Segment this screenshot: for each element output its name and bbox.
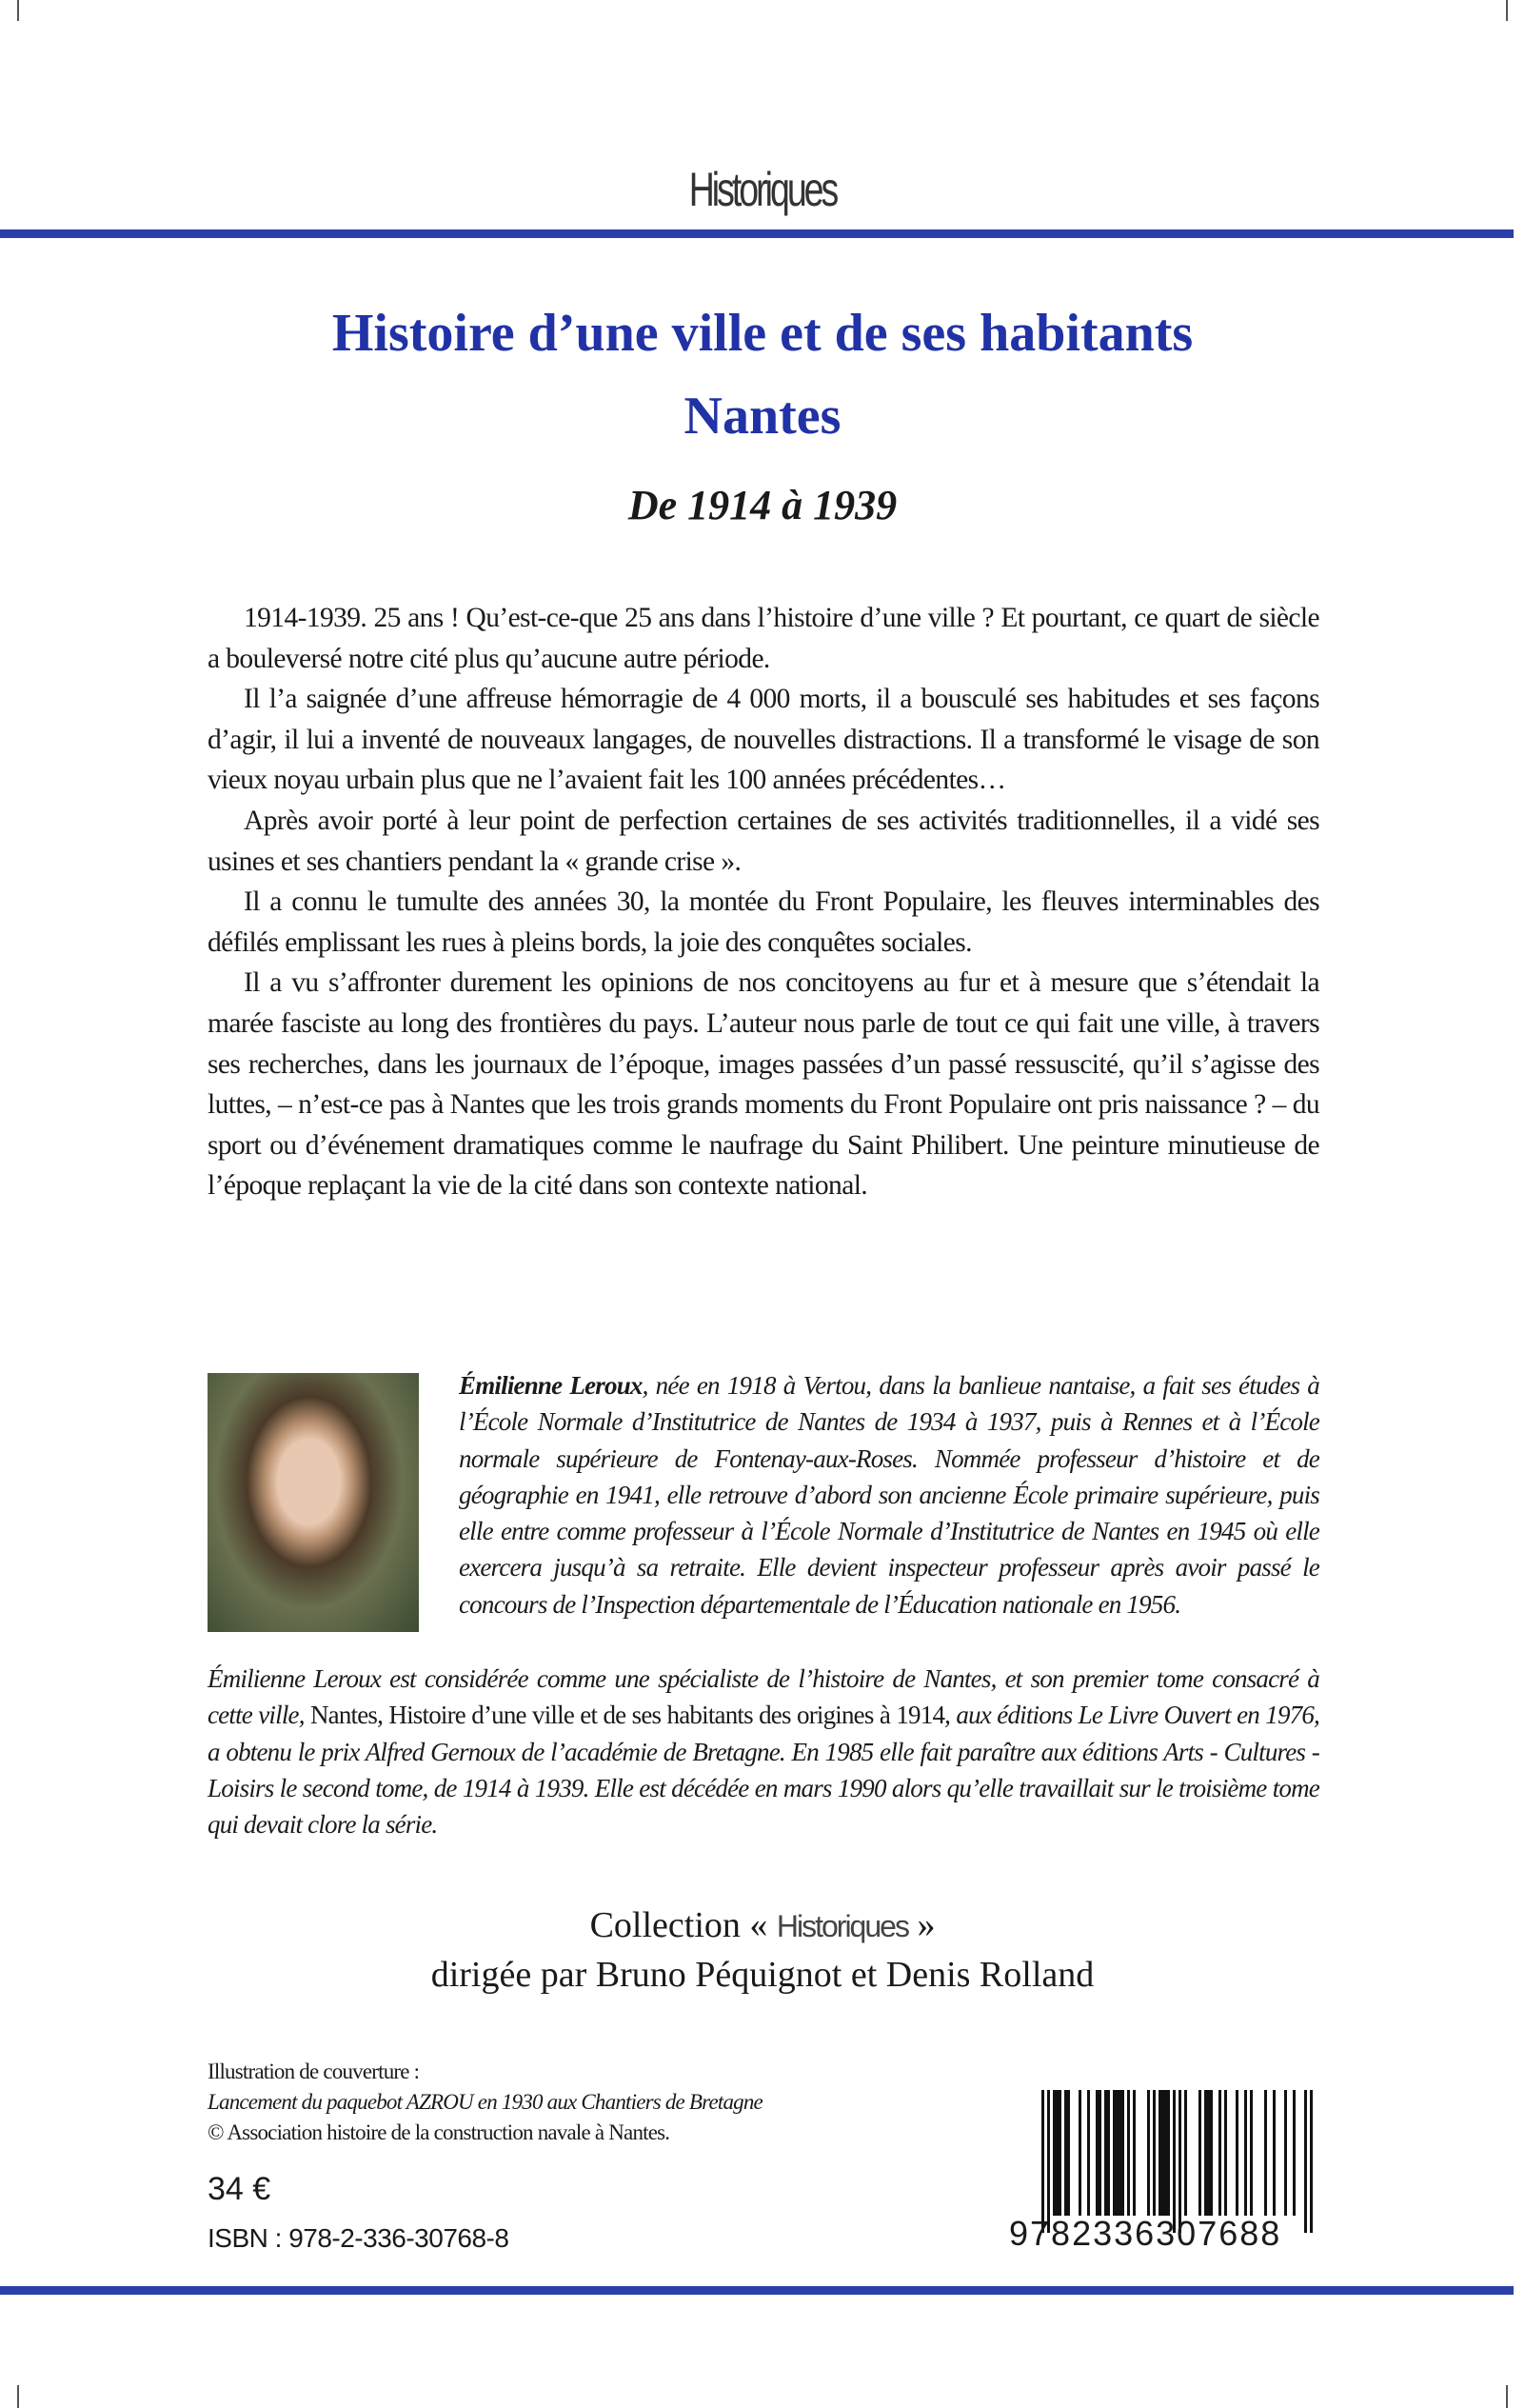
barcode-bar <box>1053 2090 1056 2216</box>
barcode-bar <box>1096 2090 1099 2216</box>
barcode-bar <box>1184 2090 1187 2216</box>
collection-directors: dirigée par Bruno Péquignot et Denis Rolland <box>430 1955 1095 1995</box>
barcode-bar <box>1293 2090 1296 2216</box>
barcode-bar <box>1147 2090 1150 2216</box>
barcode-bar <box>1210 2090 1213 2216</box>
barcode-bar <box>1113 2090 1116 2216</box>
barcode-digits: 9782336307688 <box>1009 2214 1282 2253</box>
barcode-bar <box>1116 2090 1119 2216</box>
barcode-bar <box>1218 2090 1221 2216</box>
barcode-bar <box>1153 2090 1156 2216</box>
barcode-bar <box>1204 2090 1207 2216</box>
barcode-bar <box>1161 2090 1164 2216</box>
blurb <box>208 598 1319 1206</box>
barcode-bar <box>1099 2090 1101 2216</box>
barcode-bar <box>1059 2090 1061 2216</box>
author-bio <box>459 1367 1319 1622</box>
barcode-bar <box>1121 2090 1124 2216</box>
barcode-bar <box>1041 2090 1044 2233</box>
barcode-bar <box>1107 2090 1110 2216</box>
barcode-bar <box>1236 2090 1238 2216</box>
isbn: ISBN : 978-2-336-30768-8 <box>208 2223 509 2253</box>
book-title-city: Nantes <box>683 387 842 446</box>
credits-caption: Lancement du paquebot AZROU en 1930 aux Chantiers de Bretagne <box>208 2090 762 2114</box>
barcode-bar <box>1178 2090 1181 2233</box>
crop-mark <box>17 2385 19 2408</box>
barcode-bar <box>1207 2090 1210 2216</box>
credits-copyright: © Association histoire de la construction navale à Nantes. <box>208 2120 670 2144</box>
barcode-bar <box>1273 2090 1276 2216</box>
author-name: Émilienne Leroux <box>459 1371 643 1400</box>
barcode-bar <box>1119 2090 1121 2216</box>
book-title: Histoire d’une ville et de ses habitants <box>331 304 1194 363</box>
author-bio-text: , aux éditions Le Livre Ouvert en 1976, a obtenu le prix Alfred Gernoux de l’académie de Bretagne. En 1985 elle fait paraître aux éditions Arts - Cultures - Loisirs le second tome, de 1914 à 1939. Elle est décédée en mars 1990 alors qu’elle travaillait sur le troisième tome qui devait clore la série. <box>208 1701 1319 1840</box>
barcode-bar <box>1244 2090 1247 2216</box>
collection-line <box>0 1904 1525 1946</box>
collection-suffix: » <box>917 1905 936 1945</box>
barcode-bar <box>1087 2090 1090 2216</box>
barcode-bar <box>1198 2090 1201 2216</box>
crop-mark <box>17 0 19 21</box>
barcode-bar <box>1173 2090 1176 2233</box>
credits-label: Illustration de couverture : <box>208 2060 420 2083</box>
author-photo <box>208 1373 419 1632</box>
author-bio-text: Émilienne Leroux est considérée comme une spécialiste de l’histoire de Nantes, et son premier tome consacré à cette ville, <box>208 1664 1319 1730</box>
barcode-bar <box>1167 2090 1170 2216</box>
barcode-bar <box>1284 2090 1287 2216</box>
barcode-bar <box>1127 2090 1130 2216</box>
crop-mark <box>1506 2385 1508 2408</box>
barcode-bar <box>1064 2090 1067 2216</box>
barcode-bar <box>1079 2090 1081 2216</box>
barcode-bar <box>1047 2090 1050 2233</box>
first-volume-title: Nantes, Histoire d’une ville et de ses habitants des origines à 1914 <box>309 1701 945 1730</box>
blurb-paragraph: Après avoir porté à leur point de perfection certaines de ses activités traditionnelles, il a vidé ses usines et ses chantiers pendant la « grande crise ». <box>208 805 1319 877</box>
collection-name: Historiques <box>776 1909 908 1943</box>
barcode-bar <box>1067 2090 1070 2216</box>
blurb-paragraph: Il a connu le tumulte des années 30, la montée du Front Populaire, les fleuves interminables des défilés emplissant les rues à pleins bords, la joie des conquêtes sociales. <box>208 886 1319 958</box>
barcode-bar <box>1304 2090 1307 2233</box>
bottom-rule <box>0 2286 1514 2295</box>
barcode <box>1009 2090 1323 2261</box>
blurb-paragraph: Il a vu s’affronter durement les opinions de nos concitoyens au fur et à mesure que s’étendait la marée fasciste au long des frontières du pays. L’auteur nous parle de tout ce qui fait une ville, à travers ses recherches, dans les journaux de l’époque, images passées d’un passé ressuscité, qu’il s’agisse des luttes, – n’est-ce pas à Nantes que les trois grands moments du Front Populaire ont pris naissance ? – du sport ou d’événement dramatiques comme le naufrage du Saint Philibert. Une peinture minutieuse de l’époque replaçant la vie de la cité dans son contexte national. <box>208 967 1319 1202</box>
price: 34 € <box>208 2171 271 2207</box>
barcode-bar <box>1264 2090 1267 2216</box>
crop-mark <box>1506 0 1508 21</box>
barcode-bar <box>1133 2090 1136 2216</box>
barcode-bar <box>1164 2090 1167 2216</box>
author-bio-text: , née en 1918 à Vertou, dans la banlieue nantaise, a fait ses études à l’École Normale d’Institutrice de Nantes de 1934 à 1937, puis à Rennes et à l’École normale supérieure de Fontenay-aux-Roses. Nommée professeur d’histoire et de géographie en 1941, elle retrouve d’abord son ancienne École primaire supérieure, puis elle entre comme professeur à l’École Normale d’Institutrice de Nantes en 1945 où elle exercera jusqu’à sa retraite. Elle devient inspecteur professeur après avoir passé le concours de l’Inspection départementale de l’Éducation nationale en 1956. <box>459 1371 1319 1619</box>
author-bio-continued <box>208 1661 1319 1842</box>
blurb-paragraph: 1914-1939. 25 ans ! Qu’est-ce-que 25 ans dans l’histoire d’une ville ? Et pourtant, ce quart de siècle a bouleversé notre cité plus qu’aucune autre période. <box>208 603 1319 674</box>
collection-prefix: Collection « <box>589 1905 768 1945</box>
book-subtitle: De 1914 à 1939 <box>627 482 898 528</box>
series-logo: Historiques <box>688 163 837 216</box>
top-rule <box>0 229 1514 238</box>
barcode-bar <box>1310 2090 1313 2233</box>
barcode-bar <box>1159 2090 1161 2216</box>
barcode-bar <box>1056 2090 1059 2216</box>
barcode-bar <box>1224 2090 1227 2216</box>
barcode-bar <box>1104 2090 1107 2216</box>
cover-credits <box>208 2057 762 2148</box>
blurb-paragraph: Il l’a saignée d’une affreuse hémorragie de 4 000 morts, il a bousculé ses habitudes et ses façons d’agir, il lui a inventé de nouveaux langages, de nouvelles distractions. Il a transformé le visage de son vieux noyau urbain plus que ne l’avaient fait les 100 années précédentes… <box>208 684 1319 796</box>
barcode-bar <box>1250 2090 1253 2216</box>
